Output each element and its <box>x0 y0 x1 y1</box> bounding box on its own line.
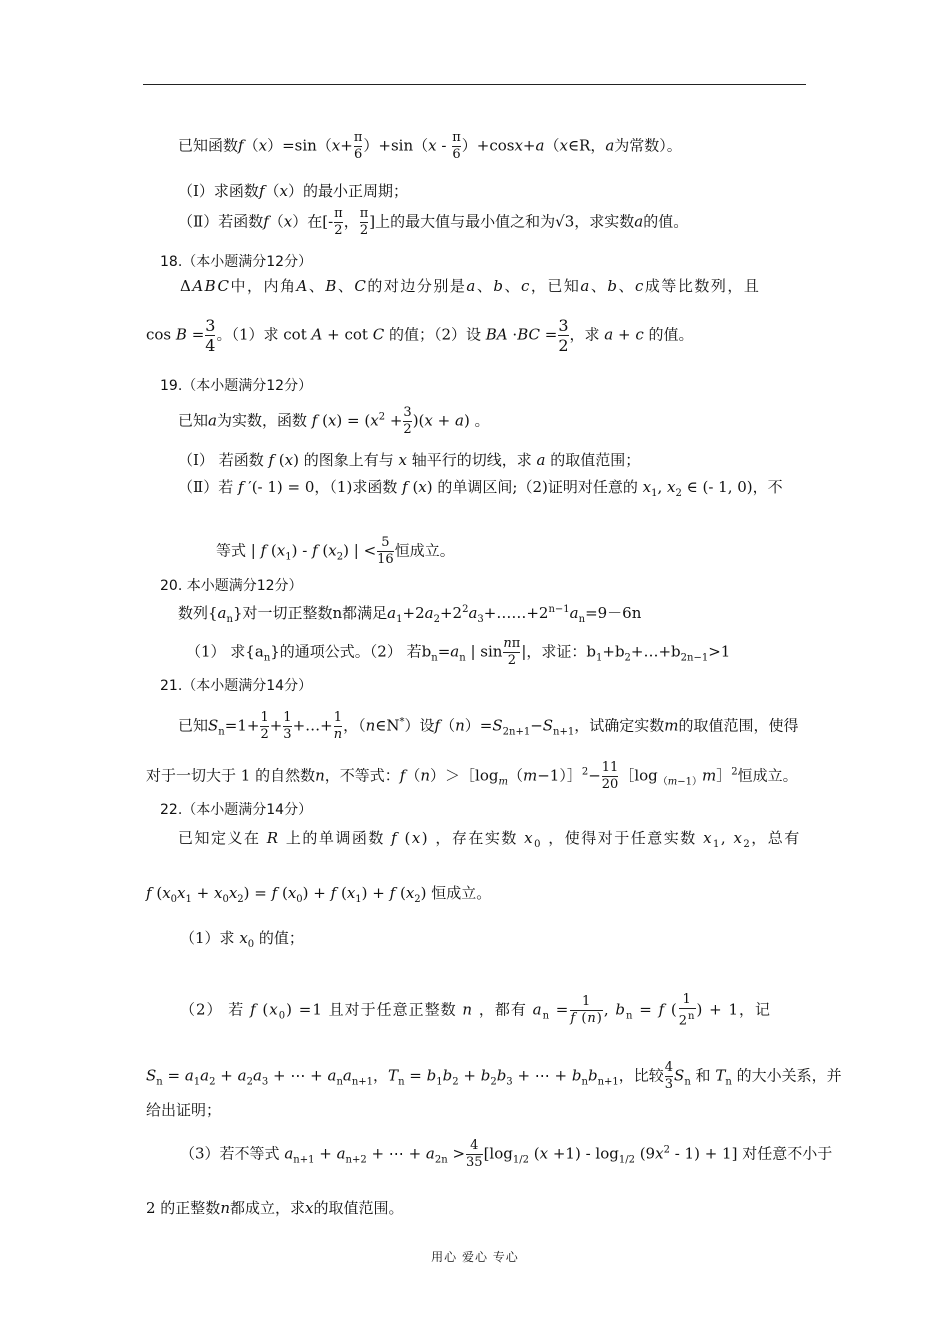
header-rule <box>143 84 806 85</box>
p22-part2: （2） 若 f $(x_0) =1$ 且对于任意正整数 n ，都有 $a_n$ = $\frac{1}{f (n)}$ , $b_n = f$ ( $\frac{1}{2^n}$ ) + 1，记 <box>180 992 772 1029</box>
p20-header: 20. 本小题满分12分） <box>160 578 303 594</box>
p22-part1: （1）求 $x_0$ 的值； <box>180 929 304 950</box>
p19-part1: （Ⅰ） 若函数 f (x) 的图象上有与 x 轴平行的切线，求 a 的取值范围； <box>178 451 641 469</box>
p19-part2: （Ⅱ）若 f ′(- 1) = 0，（1)求函数 f (x) 的单调区间;（2)证明对任意的 $x_1$, $x_2$ ∈ (- 1, 0)，不 <box>178 478 783 499</box>
p20-stem: 数列$\{a_n\}$对一切正整数n都满足$a_1+2a_2+2^2a_3+\dots\dots+2^{n-1}a_n=9-6n$ <box>178 604 642 625</box>
p22-stem: 已知定义在 R 上的单调函数 f (x) ，存在实数 $x_0$ ，使得对于任意实数 $x_1$, $x_2$，总有 <box>178 829 801 850</box>
p19-header: 19.（本小题满分12分） <box>160 378 313 394</box>
p20-parts: （1） 求$\{a_n\}$的通项公式。（2） 若$b_n=a_n$ | sin $\frac{n\pi}{2}$ |，求证：$b_1+b_2+\dots+b_{2n-1}>1$ <box>186 636 731 668</box>
p22-part3: （3）若不等式 $a_{n+1} + a_{n+2}$ + ⋯ + $a_{2n}$ > $\frac{4}{35}$ [$\log_{1/2}$ $(x +1) - \log_{1/2} (9x^2 - 1) + 1$] 对任意不小于 <box>180 1138 833 1170</box>
p17-part1: （Ⅰ）求函数f（x）的最小正周期； <box>178 182 408 200</box>
p18-header: 18.（本小题满分12分） <box>160 254 313 270</box>
p22-header: 22.（本小题满分14分） <box>160 802 313 818</box>
p22-part2c: 给出证明； <box>146 1101 222 1119</box>
p18-cond: cos B = $\frac{3}{4}$ 。（1）求 cot A + cot C 的值；（2）设 BA ·BC = $\frac{3}{2}$ ，求 a + c 的值。 <box>146 316 694 355</box>
p19-part2b: 等式 | f $(x_1)$ - f $(x_2)$ | < $\frac{5}{16}$ 恒成立。 <box>216 535 455 567</box>
p22-part3b: 2 的正整数n都成立，求x的取值范围。 <box>146 1199 404 1217</box>
p18-stem: ΔABC中，内角A、B、C的对边分别是a、b、c，已知a、b、c成等比数列，且 <box>180 277 761 295</box>
p21-header: 21.（本小题满分14分） <box>160 678 313 694</box>
p22-part2b: $S_n = a_1a_2 + a_2a_3$ + ⋯ + $a_na_{n+1}$，$T_n = b_1b_2 + b_2b_3$ + ⋯ + $b_nb_{n+1}$，比较 $\frac{4}{3}$ $S_n$ 和 $T_n$ 的大小关系，并 <box>146 1060 842 1092</box>
p22-cond: f $(x_0x_1 + x_0x_2) = f$ $(x_0) + f$ $(x_1) + f$ $(x_2)$ 恒成立。 <box>146 884 492 905</box>
page-footer: 用心 爱心 专心 <box>431 1250 519 1264</box>
p21-stem: 已知$S_n=1+$ $\frac{1}{2}$ + $\frac{1}{3}$ +…+ $\frac{1}{n}$ ，（n∈N*）设$f(n)=S_{2n+1}-S_{n+1}$，试确定实数m的取值范围，使得 <box>178 710 799 742</box>
p17-part2: （Ⅱ）若函数f（x）在[- $\frac{\pi}{2}$ ， $\frac{\pi}{2}$ ]上的最大值与最小值之和为√3，求实数a的值。 <box>178 206 689 238</box>
p19-stem: 已知a为实数，函数 f $(x) = (x^2$ + $\frac{3}{2}$ )(x + a) 。 <box>178 405 490 437</box>
p17-stem: 已知函数f（x）=sin（x+ $\frac{\pi}{6}$ ）+sin（x - $\frac{\pi}{6}$ ）+cosx+a（x∈R，a为常数）。 <box>178 130 682 162</box>
p21-stem2: 对于一切大于 1 的自然数n，不等式：$f(n)>[\log_m(m-1)]^2-$ $\frac{11}{20}$ $[\log_{(m-1)}m]^2$恒成立。 <box>146 760 798 792</box>
